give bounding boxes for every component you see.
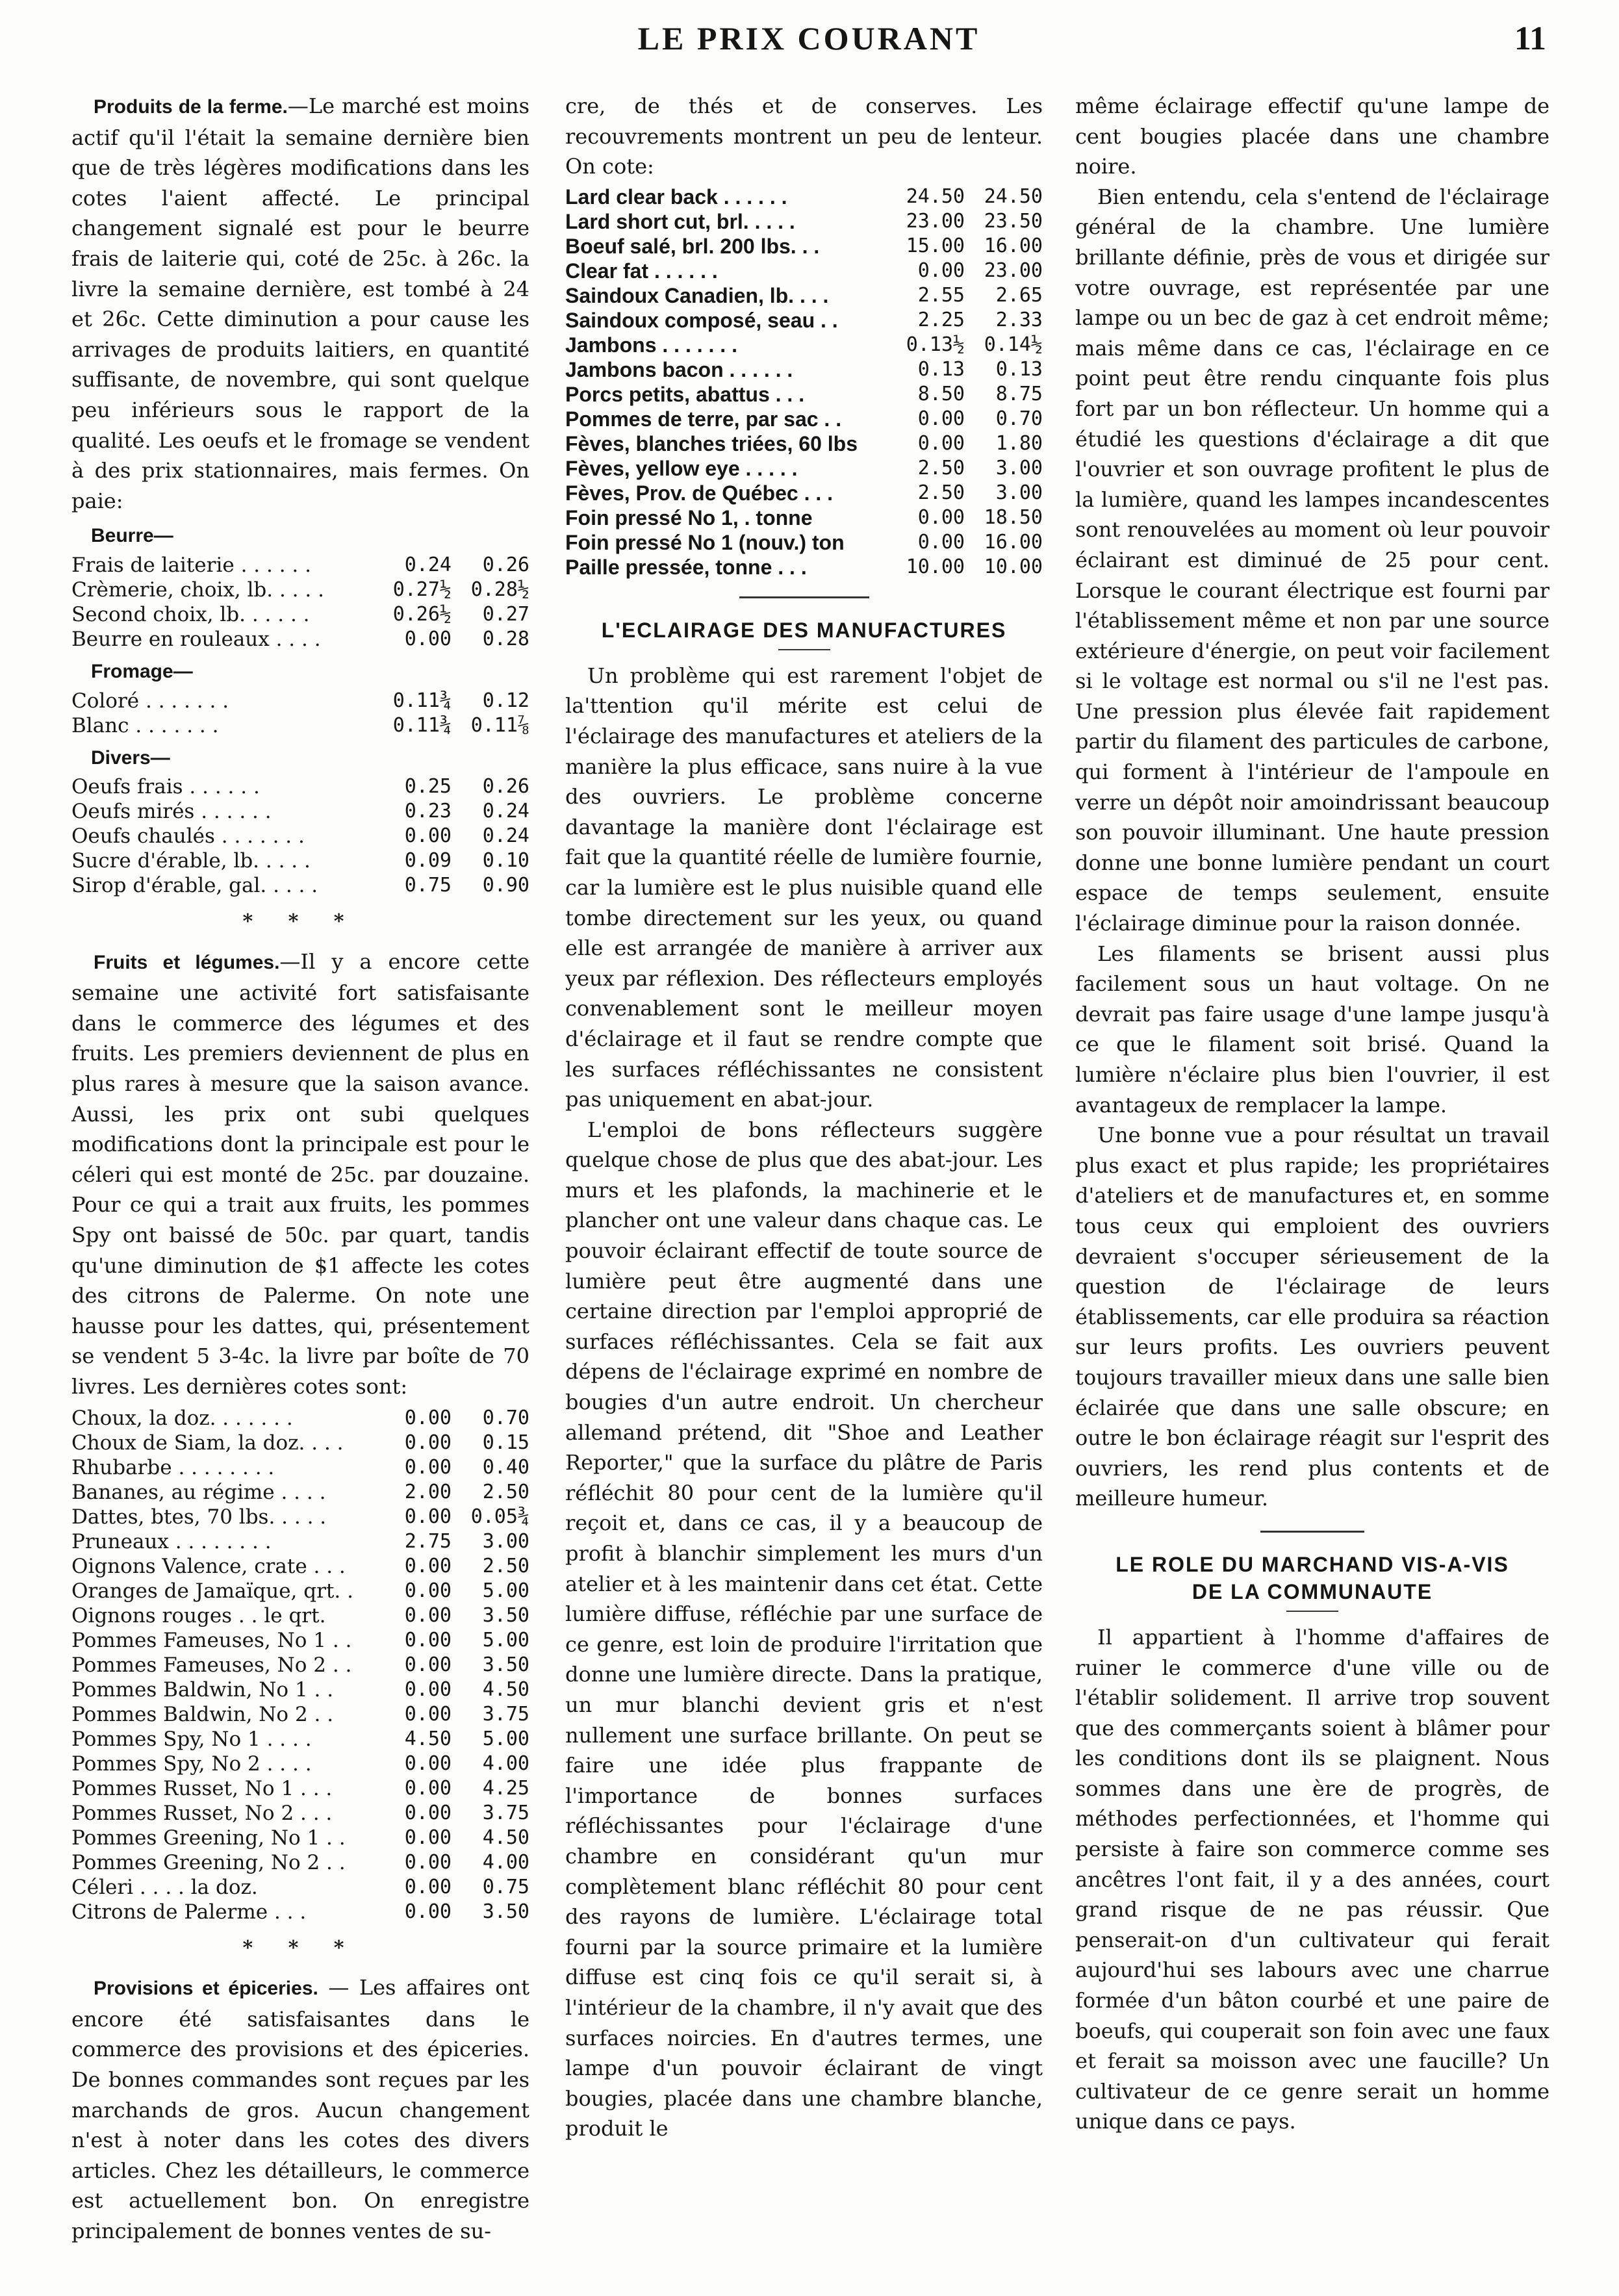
- price-row: [565, 407, 1043, 431]
- price-low: 8.50: [917, 382, 965, 405]
- price-row: [71, 578, 529, 602]
- price-item-label: Lard clear back . . . . . .: [565, 185, 787, 209]
- price-high: 1.80: [995, 431, 1043, 455]
- price-row: [565, 308, 1043, 333]
- price-low: 24.50: [906, 185, 965, 208]
- price-high: 2.50: [482, 1554, 529, 1577]
- price-row: [565, 209, 1043, 234]
- price-item-label: Pommes Greening, No 2 . .: [71, 1850, 346, 1874]
- price-row: [71, 1529, 529, 1554]
- price-row: [565, 382, 1043, 407]
- price-high: 5.00: [482, 1727, 529, 1750]
- price-item-label: Céleri . . . . la doz.: [71, 1875, 258, 1899]
- price-item-label: Choux, la doz. . . . . . .: [71, 1406, 293, 1430]
- price-item-label: Rhubarbe . . . . . . . .: [71, 1455, 275, 1479]
- price-row: [565, 234, 1043, 259]
- price-item-label: Porcs petits, abattus . . .: [565, 382, 805, 406]
- price-low: 0.00: [404, 1554, 452, 1577]
- divers-heading: Divers—: [91, 746, 170, 769]
- price-low: 10.00: [906, 555, 965, 578]
- price-row: [565, 431, 1043, 456]
- price-row: [71, 1826, 529, 1850]
- eclairage-paragraph-4: Bien entendu, cela s'entend de l'éclairage général de la chambre. Une lumière brillante définie, près de vous et dirigée sur votre ouvrage, est représentée par une lampe ou un bec de gaz à cet endroit même; mais même dans ce cas, l'éclairage en ce point peut être rendu cinquante fois plus fort par un bon réflecteur. Un homme qui a étudié les questions d'éclairage a dit que l'ouvrier et son ouvrage profitent le plus de la lumière, quand les lampes incandescentes sont renouvelées au moment où leur pouvoir éclairant est diminué de 25 pour cent. Lorsque le courant électrique est fourni par l'établissement même et non par une source extérieure d'énergie, on peut voir facilement si le voltage est normal ou s'il ne l'est pas. Une pression plus élevée fait rapidement partir du filament des particules de carbone, qui forment à l'intérieur de l'ampoule en verre un dépôt noir amoindrissant beaucoup son pouvoir illuminant. Une haute pression donne une bonne lumière pendant un court espace de temps seulement, ensuite l'éclairage diminue pour la raison donnée.: [1075, 184, 1549, 936]
- price-item-label: Blanc . . . . . . .: [71, 713, 219, 737]
- price-row: [71, 1850, 529, 1875]
- marchand-heading-line-2: DE LA COMMUNAUTE: [1192, 1579, 1433, 1603]
- heading-rule: [778, 649, 830, 650]
- section-separator: * * *: [242, 910, 359, 934]
- eclairage-paragraph-5: Les filaments se brisent aussi plus facilement sous un haut voltage. On ne devrait pas faire usage d'une lampe jusqu'à ce que le filament soit brisé. Quand la lumière n'éclaire plus bien l'ouvrier, il est avantageux de remplacer la lampe.: [1075, 941, 1549, 1117]
- price-row: [565, 505, 1043, 530]
- price-high: 2.65: [995, 283, 1043, 307]
- provisions-continued: cre, de thés et de conserves. Les recouvrements montrent un peu de lenteur. On cote:: [565, 94, 1043, 179]
- price-item-label: Pommes Fameuses, No 1 . .: [71, 1628, 352, 1652]
- price-row: [565, 333, 1043, 357]
- price-row: [71, 1875, 529, 1900]
- journal-title: LE PRIX COURANT: [637, 20, 980, 57]
- price-high: 4.00: [482, 1850, 529, 1874]
- price-high: 0.26: [482, 775, 529, 798]
- price-low: 0.11¾: [392, 689, 452, 712]
- price-row: [565, 357, 1043, 382]
- price-high: 24.50: [984, 185, 1043, 208]
- price-low: 0.13: [917, 357, 965, 381]
- price-high: 3.75: [482, 1702, 529, 1726]
- price-row: [71, 602, 529, 627]
- price-high: 3.00: [995, 481, 1043, 504]
- price-low: 0.00: [404, 1875, 452, 1898]
- price-item-label: Jambons bacon . . . . . .: [565, 357, 793, 381]
- price-item-label: Beurre en rouleaux . . . .: [71, 627, 321, 651]
- price-row: [71, 713, 529, 738]
- price-item-label: Second choix, lb. . . . . .: [71, 602, 310, 626]
- ferme-text: —Le marché est moins actif qu'il l'était la semaine dernière bien que de très légères modifications dans les cotes l'aient affecté. Le principal changement signalé est pour le beurre frais de laiterie qui, coté de 25c. à 26c. la livre la semaine dernière, est tombé à 24 et 26c. Cette diminution a pour cause les arrivages de produits laitiers, en quantité suffisante, de novembre, qui sont quelque peu inférieurs sous le rapport de la qualité. Les oeufs et le fromage se vendent à des prix stationnaires, mais fermes. On paie:: [71, 94, 530, 513]
- price-item-label: Dattes, btes, 70 lbs. . . . .: [71, 1505, 327, 1529]
- marchand-paragraph: Il appartient à l'homme d'affaires de ruiner le commerce d'une ville ou de l'établir solidement. Il arrive trop souvent que des commerçants soient à blâmer pour les conditions dont ils se plaignent. Nous sommes dans une ère de progrès, de méthodes perfectionnées, et l'homme qui persiste à faire son commerce comme ses ancêtres l'ont fait, il y a des années, court grand risque de ne pas réussir. Que penserait-on d'un cultivateur qui ferait aujourd'hui ses labours avec une charrue formée d'un bâton courbé et une paire de boeufs, qui couperait son foin avec une faux et ferait sa moisson avec une faucille? Un cultivateur de ce genre serait un homme unique dans ce pays.: [1075, 1624, 1549, 2134]
- fruits-runin: Fruits et légumes.: [94, 951, 280, 973]
- price-low: 0.00: [404, 1603, 452, 1627]
- price-row: [71, 1505, 529, 1529]
- price-row: [71, 1554, 529, 1579]
- price-item-label: Pommes Baldwin, No 1 . .: [71, 1677, 334, 1702]
- price-item-label: Lard short cut, brl. . . . .: [565, 209, 795, 233]
- fruits-text: —Il y a encore cette semaine une activité fort satisfaisante dans le commerce des légumes et des fruits. Les premiers deviennent de plus en plus rares à mesure que la saison avance. Aussi, les prix ont subi quelques modifications dont la principale est pour le céleri qui est monté de 25c. par douzaine. Pour ce qui a trait aux fruits, les pommes Spy ont baissé de 50c. par quart, tandis qu'une diminution de $1 affecte les cotes des citrons de Palerme. On note une hausse pour les dattes, qui, présentement se vendent 5 3-4c. la livre par boîte de 70 livres. Les dernières cotes sont:: [71, 949, 529, 1399]
- price-row: [565, 530, 1043, 555]
- price-high: 4.50: [482, 1826, 529, 1849]
- price-low: 0.00: [917, 407, 965, 430]
- price-high: 8.75: [995, 382, 1043, 405]
- price-low: 2.55: [917, 283, 965, 307]
- price-item-label: Crèmerie, choix, lb. . . . .: [71, 578, 324, 602]
- price-row: [71, 1727, 529, 1752]
- price-low: 0.00: [404, 1850, 452, 1874]
- column-3: [1075, 91, 1549, 2137]
- price-row: [71, 1480, 529, 1505]
- price-low: 0.00: [917, 505, 965, 529]
- price-row: [71, 774, 529, 799]
- heading-rule: [1286, 1611, 1338, 1612]
- eclairage-paragraph-2: L'emploi de bons réflecteurs suggère quelque chose de plus que des abat-jour. Les murs et les plafonds, la machinerie et le plancher ont une valeur dans chaque cas. Le pouvoir éclairant effectif de toute source de lumière peut être augmenté dans une certaine direction par l'emploi approprié de surfaces réfléchissantes. Cela se fait aux dépens de l'éclairage exprimé en nombre de bougies d'un autre endroit. Un chercheur allemand prétend, dit "Shoe and Leather Reporter," que la surface du plâtre de Paris réfléchit 80 pour cent de la lumière qu'il reçoit et, dans ce cas, il y a beaucoup de profit à blanchir simplement les murs d'un atelier et à les maintenir dans cet état. Cette lumière diffuse, réfléchie par une surface de ce genre, est loin de produire l'irritation que donne une lumière directe. Dans la pratique, un mur blanchi devient gris et n'est nullement une surface brillante. On peut se faire une idée plus frappante de l'importance de bonnes surfaces réfléchissantes pour l'éclairage d'une chambre en considérant qu'un mur complètement blanc réfléchit 80 pour cent des rayons de lumière. L'éclairage total fourni par la source primaire et la lumière diffuse est cinq fois ce qu'il serait si, à l'intérieur de la chambre, il n'y avait que des surfaces noircies. En d'autres termes, une lampe d'un pouvoir éclairant de vingt bougies, placée dans une chambre blanche, produit le: [565, 1117, 1043, 2141]
- price-item-label: Fèves, blanches triées, 60 lbs: [565, 431, 858, 455]
- price-item-label: Citrons de Palerme . . .: [71, 1900, 307, 1924]
- price-high: 3.00: [995, 456, 1043, 479]
- price-item-label: Oignons rouges . . le qrt.: [71, 1603, 326, 1627]
- eclairage-paragraph-1: Un problème qui est rarement l'objet de la'ttention qu'il mérite est celui de l'éclairage des manufactures et ateliers de la manière la plus efficace, sans nuire à la vue des ouvriers. Le problème concerne davantage la manière dont l'éclairage est fait que la quantité réelle de lumière fournie, car la lumière est le plus nuisible quand elle tombe directement sur les yeux, ou quand elle est arrangée de manière à arriver aux yeux par réflexion. Des réflecteurs employés convenablement sont le meilleur moyen d'éclairage et il faut se rendre compte que les surfaces réfléchissantes ne consistent pas uniquement en abat-jour.: [565, 663, 1043, 1112]
- price-high: 0.15: [482, 1431, 529, 1454]
- price-row: [71, 1776, 529, 1801]
- price-low: 0.27½: [392, 578, 452, 601]
- price-high: 16.00: [984, 234, 1043, 257]
- price-high: 5.00: [482, 1628, 529, 1652]
- price-high: 3.00: [482, 1529, 529, 1553]
- price-low: 0.11¾: [392, 713, 452, 737]
- fromage-table: [71, 689, 529, 738]
- price-low: 0.00: [404, 1579, 452, 1602]
- price-item-label: Coloré . . . . . . .: [71, 689, 229, 713]
- price-low: 2.25: [917, 308, 965, 331]
- price-low: 23.00: [906, 209, 965, 233]
- price-low: 0.75: [404, 874, 452, 897]
- price-low: 0.23: [404, 800, 452, 823]
- price-high: 0.05¾: [470, 1505, 529, 1528]
- price-low: 0.00: [917, 259, 965, 282]
- price-row: [71, 689, 529, 713]
- column-2: [565, 91, 1043, 2144]
- price-row: [71, 1900, 529, 1924]
- price-item-label: Pommes Spy, No 2 . . . .: [71, 1752, 312, 1776]
- eclairage-paragraph-3: même éclairage effectif qu'une lampe de cent bougies placée dans une chambre noire.: [1075, 94, 1549, 179]
- provisions-runin: Provisions et épiceries.: [94, 1978, 318, 2000]
- page-header: [71, 19, 1546, 71]
- price-high: 0.11⅞: [470, 713, 529, 737]
- price-low: 0.00: [404, 1702, 452, 1726]
- price-low: 0.09: [404, 849, 452, 873]
- price-row: [71, 1677, 529, 1702]
- price-item-label: Frais de laiterie . . . . . .: [71, 553, 311, 577]
- price-item-label: Pruneaux . . . . . . . .: [71, 1529, 272, 1553]
- price-high: 18.50: [984, 505, 1043, 529]
- page-number: 11: [1514, 20, 1546, 57]
- price-low: 0.00: [404, 1455, 452, 1479]
- price-row: [565, 481, 1043, 505]
- price-low: 0.00: [404, 1505, 452, 1528]
- price-low: 0.25: [404, 775, 452, 798]
- price-item-label: Bananes, au régime . . . .: [71, 1480, 326, 1504]
- price-row: [71, 1431, 529, 1455]
- price-item-label: Pommes de terre, par sac . .: [565, 407, 842, 431]
- price-item-label: Sirop d'érable, gal. . . . .: [71, 874, 318, 898]
- price-row: [565, 259, 1043, 283]
- price-high: 0.10: [482, 849, 529, 873]
- price-low: 0.24: [404, 553, 452, 576]
- price-row: [71, 553, 529, 578]
- price-high: 2.50: [482, 1480, 529, 1503]
- price-row: [71, 1603, 529, 1628]
- price-item-label: Paille pressée, tonne . . .: [565, 555, 807, 579]
- price-high: 0.24: [482, 824, 529, 848]
- price-low: 2.75: [404, 1529, 452, 1553]
- price-row: [71, 1628, 529, 1653]
- price-low: 0.00: [404, 1752, 452, 1775]
- price-row: [71, 1653, 529, 1677]
- section-rule: [1260, 1531, 1364, 1533]
- price-low: 0.00: [404, 1628, 452, 1652]
- price-low: 0.00: [404, 824, 452, 848]
- price-high: 4.00: [482, 1752, 529, 1775]
- price-row: [71, 1579, 529, 1603]
- price-item-label: Fèves, Prov. de Québec . . .: [565, 481, 834, 505]
- marchand-heading-line-1: LE ROLE DU MARCHAND VIS-A-VIS: [1115, 1552, 1509, 1576]
- price-high: 3.50: [482, 1653, 529, 1676]
- section-separator: * * *: [242, 1936, 359, 1959]
- price-low: 0.00: [404, 1801, 452, 1824]
- price-high: 0.26: [482, 553, 529, 576]
- price-high: 0.13: [995, 357, 1043, 381]
- price-low: 15.00: [906, 234, 965, 257]
- price-low: 0.00: [404, 627, 452, 650]
- price-high: 0.28½: [470, 578, 529, 601]
- price-high: 23.50: [984, 209, 1043, 233]
- price-high: 0.12: [482, 689, 529, 712]
- price-row: [71, 1702, 529, 1727]
- price-row: [565, 456, 1043, 481]
- price-row: [71, 1406, 529, 1431]
- price-item-label: Choux de Siam, la doz. . . .: [71, 1431, 344, 1455]
- price-high: 0.28: [482, 627, 529, 650]
- price-high: 3.50: [482, 1900, 529, 1923]
- price-row: [71, 1455, 529, 1480]
- price-item-label: Oranges de Jamaïque, qrt. .: [71, 1579, 353, 1603]
- price-low: 0.00: [917, 431, 965, 455]
- ferme-runin: Produits de la ferme.: [94, 96, 288, 118]
- price-high: 4.25: [482, 1776, 529, 1800]
- price-item-label: Pommes Fameuses, No 2 . .: [71, 1653, 352, 1677]
- price-low: 2.50: [917, 456, 965, 479]
- price-row: [71, 873, 529, 898]
- price-row: [71, 1801, 529, 1826]
- eclairage-paragraph-6: Une bonne vue a pour résultat un travail plus exact et plus rapide; les propriétaires d'ateliers et de manufactures et, en somme tous ceux qui emploient des ouvriers devraient s'occuper sérieusement de la question de l'éclairage de leurs établissements, car elle produira sa réaction sur leurs profits. Les ouvriers peuvent toujours travailler mieux dans une salle bien éclairée que dans une salle obscure; en outre le bon éclairage réagit sur l'esprit des ouvriers, les rend plus contents et de meilleure humeur.: [1075, 1123, 1549, 1511]
- price-item-label: Pommes Russet, No 1 . . .: [71, 1776, 333, 1800]
- price-high: 0.14½: [984, 333, 1043, 356]
- price-item-label: Pommes Russet, No 2 . . .: [71, 1801, 333, 1825]
- price-high: 16.00: [984, 530, 1043, 554]
- price-high: 2.33: [995, 308, 1043, 331]
- price-low: 0.00: [404, 1826, 452, 1849]
- price-item-label: Pommes Greening, No 1 . .: [71, 1826, 346, 1850]
- price-low: 0.00: [404, 1776, 452, 1800]
- price-high: 0.75: [482, 1875, 529, 1898]
- price-high: 10.00: [984, 555, 1043, 578]
- price-item-label: Oeufs chaulés . . . . . . .: [71, 824, 305, 848]
- price-low: 2.00: [404, 1480, 452, 1503]
- fruits-paragraph: [71, 947, 529, 1402]
- price-low: 4.50: [404, 1727, 452, 1750]
- price-row: [71, 824, 529, 848]
- beurre-table: [71, 553, 529, 652]
- price-low: 2.50: [917, 481, 965, 504]
- price-row: [565, 555, 1043, 580]
- price-low: 0.00: [404, 1406, 452, 1429]
- price-row: [565, 185, 1043, 209]
- ferme-paragraph: [71, 91, 529, 516]
- price-row: [71, 848, 529, 873]
- price-item-label: Saindoux Canadien, lb. . . .: [565, 283, 829, 307]
- column-1: [71, 91, 529, 2247]
- price-low: 0.00: [404, 1677, 452, 1701]
- price-item-label: Pommes Baldwin, No 2 . .: [71, 1702, 334, 1726]
- price-high: 0.40: [482, 1455, 529, 1479]
- price-low: 0.26½: [392, 602, 452, 626]
- marchand-heading: [1075, 1551, 1549, 1605]
- price-item-label: Oeufs frais . . . . . .: [71, 775, 260, 799]
- provisions-table: [565, 185, 1043, 580]
- fromage-heading: Fromage—: [91, 660, 193, 682]
- price-row: [71, 799, 529, 824]
- provisions-paragraph: [71, 1972, 529, 2246]
- price-high: 3.50: [482, 1603, 529, 1627]
- price-high: 0.70: [995, 407, 1043, 430]
- price-row: [71, 1752, 529, 1776]
- price-item-label: Sucre d'érable, lb. . . . .: [71, 849, 311, 873]
- price-item-label: Saindoux composé, seau . .: [565, 308, 838, 332]
- price-high: 0.70: [482, 1406, 529, 1429]
- price-high: 5.00: [482, 1579, 529, 1602]
- price-high: 0.27: [482, 602, 529, 626]
- price-high: 3.75: [482, 1801, 529, 1824]
- price-high: 0.90: [482, 874, 529, 897]
- divers-table: [71, 774, 529, 898]
- price-low: 0.00: [404, 1653, 452, 1676]
- price-item-label: Foin pressé No 1 (nouv.) ton: [565, 530, 845, 554]
- price-item-label: Foin pressé No 1, . tonne: [565, 505, 813, 529]
- provisions-text: — Les affaires ont encore été satisfaisantes dans le commerce des provisions et des épiceries. De bonnes commandes sont reçues par les marchands de gros. Aucun changement n'est à noter dans les cotes des divers articles. Chez les détailleurs, le commerce est actuellement bon. On enregistre principalement de bonnes ventes de su-: [71, 1975, 530, 2243]
- price-item-label: Clear fat . . . . . .: [565, 259, 718, 283]
- price-item-label: Pommes Spy, No 1 . . . .: [71, 1727, 312, 1751]
- price-low: 0.00: [917, 530, 965, 554]
- price-item-label: Fèves, yellow eye . . . . .: [565, 456, 798, 480]
- beurre-heading: Beurre—: [91, 525, 173, 547]
- price-low: 0.13½: [906, 333, 965, 356]
- price-low: 0.00: [404, 1431, 452, 1454]
- price-row: [565, 283, 1043, 308]
- price-item-label: Oignons Valence, crate . . .: [71, 1554, 346, 1578]
- price-item-label: Oeufs mirés . . . . . .: [71, 800, 272, 824]
- price-high: 23.00: [984, 259, 1043, 282]
- price-high: 4.50: [482, 1677, 529, 1701]
- price-low: 0.00: [404, 1900, 452, 1923]
- section-rule: [739, 596, 869, 598]
- eclairage-heading: L'ECLAIRAGE DES MANUFACTURES: [601, 618, 1007, 642]
- price-row: [71, 627, 529, 652]
- price-high: 0.24: [482, 800, 529, 823]
- price-item-label: Jambons . . . . . . .: [565, 333, 737, 357]
- fruits-table: [71, 1406, 529, 1924]
- price-item-label: Boeuf salé, brl. 200 lbs. . .: [565, 234, 820, 258]
